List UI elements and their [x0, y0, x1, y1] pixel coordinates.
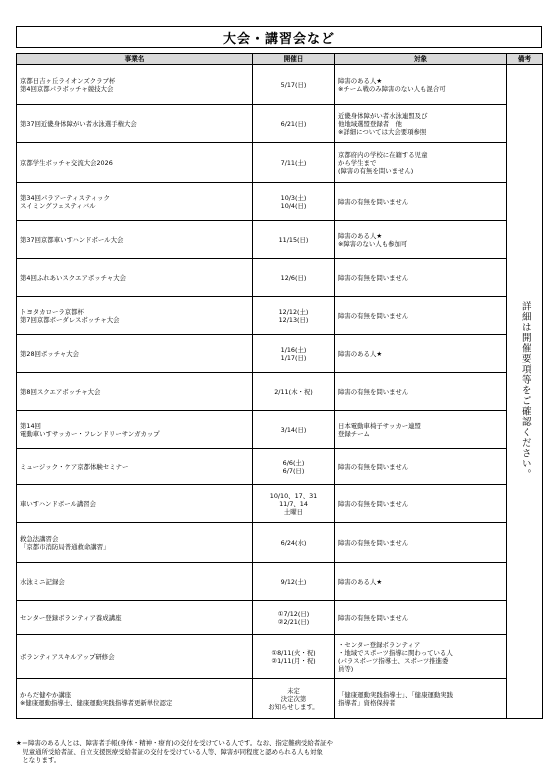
event-target-line: 障害の有無を問いません: [338, 273, 409, 282]
event-date-line: 6/6(土): [282, 458, 305, 467]
event-target-line: 京都府内の学校に在籍する児童: [338, 150, 428, 159]
event-date-cell: [253, 449, 335, 485]
event-target-line: 障害の有無を問いません: [338, 538, 409, 547]
event-name-line: センター登録ボランティア養成講座: [20, 613, 122, 622]
event-date-cell: [253, 65, 335, 105]
event-date-line: 10/10、17、31: [269, 491, 318, 500]
event-date-line: 1/17(日): [280, 353, 307, 362]
event-target-line: ・センター登録ボランティア: [338, 640, 421, 649]
table-row: [17, 411, 543, 449]
event-target-line: (障害の有無を問いません): [338, 166, 414, 175]
event-name-line: 救急法講習会: [20, 534, 59, 543]
event-name-line: 京都学生ボッチャ交流大会2026: [20, 158, 113, 167]
event-name-line: 第37回近畿身体障がい者水泳選手権大会: [20, 119, 137, 128]
event-name-line: スイミングフェスティバル: [20, 201, 96, 210]
page-title: 大会・講習会など: [16, 26, 542, 48]
event-target-line: 障害の有無を問いません: [338, 387, 409, 396]
table-row: [17, 221, 543, 259]
event-target-line: 障害のある人★: [338, 76, 383, 85]
event-target-line: 員等): [338, 664, 354, 673]
event-name-cell: [17, 563, 253, 601]
event-name-line: 京都日吉ヶ丘ライオンズクラブ杯: [20, 76, 116, 85]
event-name-line: ミュージック・ケア京都体験セミナー: [20, 462, 129, 471]
event-date-line: 12/13(日): [278, 315, 309, 324]
event-name-line: 第14回: [20, 421, 41, 430]
event-date-line: 土曜日: [283, 507, 304, 516]
event-name-line: 第34回パラアーティスティック: [20, 193, 110, 202]
event-date-line: ②1/11(月・祝): [271, 656, 316, 665]
event-name-line: 第4回ふれあいスクエアボッチャ大会: [20, 273, 126, 282]
header-date: 開催日: [253, 54, 335, 65]
event-date-cell: [253, 563, 335, 601]
event-target-line: (パラスポーツ指導士、スポーツ推進委: [338, 656, 449, 665]
event-date-line: お知らせします。: [268, 702, 319, 711]
footnote-line: ★＝障害のある人とは、障害者手帳(身体・精神・療育)の交付を受けている人です。なお、指定難病受給者証や: [16, 739, 333, 747]
event-target-line: 障害の有無を問いません: [338, 311, 409, 320]
event-name-cell: [17, 183, 253, 221]
event-name-line: 第8回スクエアボッチャ大会: [20, 387, 101, 396]
event-target-line: ・地域でスポーツ指導に関わっている人: [338, 648, 453, 657]
event-name-line: 電動車いすサッカー・フレンドリーサンガカップ: [20, 429, 160, 438]
event-date-line: 11/15(日): [278, 235, 309, 244]
event-date-cell: [253, 411, 335, 449]
event-date-line: 2/11(木・祝): [274, 387, 313, 396]
event-name-cell: [17, 635, 253, 679]
events-table: [16, 53, 543, 719]
event-target-line: 障害のある人★: [338, 349, 383, 358]
event-date-line: 6/24(水): [280, 538, 307, 547]
event-date-line: 5/17(日): [280, 80, 307, 89]
footnote: [16, 739, 542, 765]
event-name-line: ※健康運動指導士、健康運動実践指導者更新単位認定: [20, 698, 173, 707]
event-date-line: 1/16(土): [280, 345, 307, 354]
table-row: [17, 563, 543, 601]
event-target-line: 障害の有無を問いません: [338, 613, 409, 622]
event-name-line: 第4回京都パラボッチャ競技大会: [20, 84, 114, 93]
table-row: [17, 259, 543, 297]
event-name-cell: [17, 297, 253, 335]
event-target-line: 登録チーム: [338, 429, 370, 438]
event-date-cell: [253, 259, 335, 297]
footnote-line: となります。: [16, 756, 61, 765]
note-cell: [507, 65, 543, 719]
event-target-line: から学生まで: [338, 158, 377, 167]
event-target-cell: [335, 221, 507, 259]
event-date-cell: [253, 679, 335, 719]
event-date-line: 10/4(日): [280, 201, 307, 210]
event-name-cell: [17, 105, 253, 143]
event-date-line: ①7/12(日): [277, 609, 310, 618]
event-date-line: 6/21(日): [280, 119, 307, 128]
event-target-cell: [335, 485, 507, 523]
event-target-line: ※チーム戦のみ障害のない人も混合可: [338, 84, 446, 93]
event-target-line: 障害のある人★: [338, 577, 383, 586]
event-name-cell: [17, 601, 253, 635]
event-date-line: 9/12(土): [280, 577, 307, 586]
event-date-line: ①8/11(火・祝): [271, 648, 316, 657]
table-row: [17, 65, 543, 105]
event-date-cell: [253, 335, 335, 373]
table-row: [17, 485, 543, 523]
event-name-cell: [17, 335, 253, 373]
event-name-cell: [17, 259, 253, 297]
event-date-line: 11/7、14: [279, 499, 308, 508]
event-date-line: 10/3(土): [280, 193, 307, 202]
table-row: [17, 679, 543, 719]
event-name-cell: [17, 449, 253, 485]
event-date-cell: [253, 485, 335, 523]
table-row: [17, 297, 543, 335]
event-target-line: 障害の有無を問いません: [338, 462, 409, 471]
event-date-cell: [253, 105, 335, 143]
event-name-line: 第28回ボッチャ大会: [20, 349, 80, 358]
event-target-line: 他地域選盟登録者 他: [338, 119, 402, 128]
event-date-line: 12/6(日): [280, 273, 307, 282]
event-date-cell: [253, 523, 335, 563]
event-target-cell: [335, 523, 507, 563]
header-name: 事業名: [17, 54, 253, 65]
event-date-cell: [253, 373, 335, 411]
event-date-cell: [253, 143, 335, 183]
event-name-cell: [17, 373, 253, 411]
footnote-line: 児童通所受給者証、自立支援医療受給者証の交付を受けている人等、障害が同程度と認められる人も対象: [16, 747, 323, 756]
event-name-cell: [17, 221, 253, 259]
event-target-cell: [335, 449, 507, 485]
event-target-cell: [335, 411, 507, 449]
event-date-line: 7/11(土): [280, 158, 307, 167]
event-target-line: 近畿身体障がい者水泳連盟及び: [338, 111, 428, 120]
event-target-line: 指導者」資格保持者: [338, 698, 396, 707]
event-target-cell: [335, 259, 507, 297]
header-note: 備考: [507, 54, 543, 65]
event-target-line: 日本電動車椅子サッカー連盟: [338, 421, 421, 430]
table-row: [17, 373, 543, 411]
event-target-cell: [335, 563, 507, 601]
event-target-cell: [335, 297, 507, 335]
event-name-cell: [17, 65, 253, 105]
table-header-row: [17, 54, 543, 65]
event-date-line: 6/7(日): [282, 466, 305, 475]
event-target-cell: [335, 143, 507, 183]
event-target-cell: [335, 105, 507, 143]
event-target-cell: [335, 679, 507, 719]
table-row: [17, 183, 543, 221]
event-target-line: ※詳細については大会要項参照: [338, 127, 427, 136]
event-target-line: 障害の有無を問いません: [338, 197, 409, 206]
event-target-cell: [335, 601, 507, 635]
table-row: [17, 523, 543, 563]
event-date-line: 3/14(日): [280, 425, 307, 434]
event-date-line: 12/12(土): [278, 307, 309, 316]
event-date-line: 決定次第: [280, 694, 307, 703]
event-name-line: 車いすハンドボール講習会: [20, 499, 97, 508]
event-name-line: 第7回京都ボーダレスボッチャ大会: [20, 315, 120, 324]
event-target-line: ※障害のない人も参加可: [338, 239, 408, 248]
table-row: [17, 105, 543, 143]
event-target-cell: [335, 183, 507, 221]
event-name-cell: [17, 485, 253, 523]
table-row: [17, 143, 543, 183]
event-target-line: 「健康運動実践指導士」、「健康運動実践: [338, 690, 454, 699]
note-text: 詳細は開催要項等をご確認ください。: [519, 301, 531, 480]
table-row: [17, 449, 543, 485]
event-target-cell: [335, 373, 507, 411]
event-name-line: 第37回京都車いすハンドボール大会: [20, 235, 124, 244]
event-name-cell: [17, 411, 253, 449]
event-name-cell: [17, 143, 253, 183]
event-name-cell: [17, 523, 253, 563]
table-row: [17, 635, 543, 679]
event-name-line: ボランティアスキルアップ研修会: [20, 652, 115, 661]
header-target: 対象: [335, 54, 507, 65]
table-row: [17, 601, 543, 635]
event-name-cell: [17, 679, 253, 719]
table-row: [17, 335, 543, 373]
event-target-line: 障害のある人★: [338, 231, 383, 240]
event-name-line: 「京都市消防局普通救命講習」: [20, 542, 110, 551]
event-name-line: 水泳ミニ記録会: [20, 577, 65, 586]
event-date-cell: [253, 221, 335, 259]
event-target-cell: [335, 635, 507, 679]
event-target-line: 障害の有無を問いません: [338, 499, 409, 508]
event-name-line: からだ健やか講座: [20, 690, 72, 699]
event-date-cell: [253, 297, 335, 335]
event-date-cell: [253, 183, 335, 221]
event-target-cell: [335, 65, 507, 105]
event-date-cell: [253, 601, 335, 635]
event-name-line: トヨタカローラ京都杯: [20, 307, 84, 316]
event-date-cell: [253, 635, 335, 679]
event-date-line: 未定: [287, 686, 300, 695]
event-date-line: ②2/21(日): [277, 617, 310, 626]
event-target-cell: [335, 335, 507, 373]
